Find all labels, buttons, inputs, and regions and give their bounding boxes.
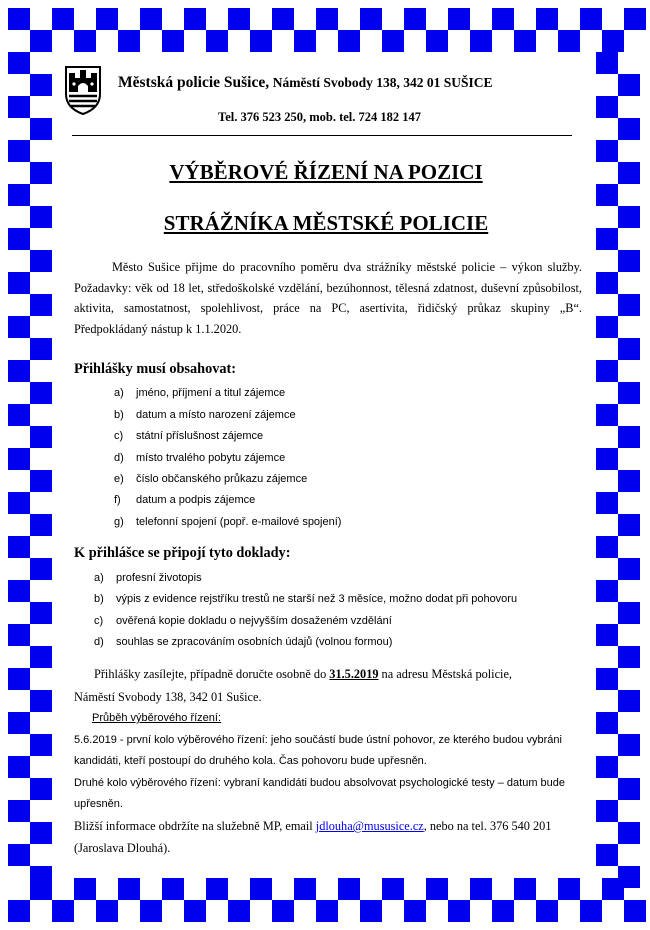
- city-crest-icon: [64, 64, 102, 116]
- border-square: [360, 900, 382, 922]
- border-square: [30, 294, 52, 316]
- border-square: [8, 712, 30, 734]
- header-divider: [72, 135, 572, 136]
- border-square: [596, 140, 618, 162]
- border-square: [514, 878, 536, 900]
- item-text: jméno, příjmení a titul zájemce: [136, 387, 286, 399]
- border-square: [618, 558, 640, 580]
- border-square: [360, 8, 382, 30]
- border-square: [618, 162, 640, 184]
- letterhead: [62, 62, 582, 132]
- border-square: [206, 30, 228, 52]
- border-square: [162, 30, 184, 52]
- item-text: telefonní spojení (popř. e-mailové spojení): [136, 516, 342, 528]
- border-square: [8, 404, 30, 426]
- item-text: číslo občanského průkazu zájemce: [136, 473, 308, 485]
- border-square: [618, 74, 640, 96]
- process-round2-line2: upřesněn.: [74, 798, 123, 810]
- checkered-border-bottom: [8, 878, 640, 922]
- border-square: [184, 8, 206, 30]
- border-square: [294, 30, 316, 52]
- border-square: [8, 668, 30, 690]
- border-square: [624, 8, 646, 30]
- border-square: [618, 118, 640, 140]
- border-square: [536, 8, 558, 30]
- process-round1-line1: 5.6.2019 - první kolo výběrového řízení: jeho součástí bude ústní pohovor, ze kterého budou vybráni: [74, 734, 562, 746]
- checkered-border-left: [8, 52, 52, 878]
- border-square: [8, 844, 30, 866]
- item-letter: b): [94, 593, 104, 605]
- border-square: [8, 360, 30, 382]
- border-square: [558, 30, 580, 52]
- item-text: profesní životopis: [116, 572, 202, 584]
- item-text: datum a místo narození zájemce: [136, 409, 296, 421]
- border-square: [162, 878, 184, 900]
- border-square: [8, 536, 30, 558]
- border-square: [30, 734, 52, 756]
- item-text: ověřená kopie dokladu o nejvyšším dosaženém vzdělání: [116, 615, 392, 627]
- contact-line: [74, 819, 551, 834]
- border-square: [602, 30, 624, 52]
- submission-text-after: na adresu Městská policie,: [378, 667, 513, 681]
- org-address: Náměstí Svobody 138, 342 01 SUŠICE: [272, 75, 493, 90]
- submission-deadline: 31.5.2019: [329, 667, 379, 681]
- border-square: [8, 800, 30, 822]
- border-square: [52, 900, 74, 922]
- border-square: [96, 8, 118, 30]
- process-heading: Průběh výběrového řízení:: [92, 712, 222, 724]
- org-name: Městská policie Sušice,: [118, 74, 270, 91]
- item-letter: a): [114, 387, 124, 399]
- checkered-border-right: [596, 52, 640, 878]
- border-square: [30, 778, 52, 800]
- contact-email-link[interactable]: jdlouha@mususice.cz: [315, 819, 424, 833]
- border-square: [30, 514, 52, 536]
- border-square: [30, 206, 52, 228]
- border-square: [618, 734, 640, 756]
- submission-text-before: Přihlášky zasílejte, případně doručte osobně do: [94, 667, 330, 681]
- border-square: [596, 228, 618, 250]
- border-square: [596, 580, 618, 602]
- border-square: [596, 800, 618, 822]
- border-square: [596, 184, 618, 206]
- border-square: [96, 900, 118, 922]
- border-square: [596, 448, 618, 470]
- border-square: [30, 338, 52, 360]
- border-square: [618, 426, 640, 448]
- border-square: [30, 822, 52, 844]
- border-square: [30, 470, 52, 492]
- border-square: [618, 250, 640, 272]
- border-square: [30, 74, 52, 96]
- item-text: místo trvalého pobytu zájemce: [136, 452, 286, 464]
- border-square: [30, 30, 52, 52]
- border-square: [30, 558, 52, 580]
- border-square: [618, 690, 640, 712]
- border-square: [8, 900, 30, 922]
- border-square: [338, 30, 360, 52]
- item-letter: d): [94, 636, 104, 648]
- border-square: [8, 140, 30, 162]
- border-square: [8, 448, 30, 470]
- border-square: [30, 426, 52, 448]
- border-square: [596, 624, 618, 646]
- border-square: [30, 602, 52, 624]
- border-square: [596, 492, 618, 514]
- item-text: datum a podpis zájemce: [136, 494, 256, 506]
- item-letter: e): [114, 473, 124, 485]
- page-title-line-2: STRÁŽNÍKA MĚSTSKÉ POLICIE: [163, 211, 489, 235]
- border-square: [580, 8, 602, 30]
- border-square: [618, 338, 640, 360]
- border-square: [8, 316, 30, 338]
- border-square: [618, 646, 640, 668]
- requirements-heading: Přihlášky musí obsahovat:: [74, 361, 237, 377]
- border-square: [294, 878, 316, 900]
- intro-paragraph: Město Sušice přijme do pracovního poměru dva strážníky městské policie – výkon služby. Požadavky: věk od 18 let, středoškolské vzdělání, bezúhonnost, tělesná zdatnost, duševní způsobilost, aktivita, samostatnost, spolehlivost, práce na PC, asertivita, řidičský průkaz skupiny „B“. Předpokládaný nástup k 1.1.2020.: [74, 260, 582, 336]
- border-square: [404, 8, 426, 30]
- border-square: [30, 118, 52, 140]
- border-square: [338, 878, 360, 900]
- border-square: [30, 690, 52, 712]
- item-text: státní příslušnost zájemce: [136, 430, 264, 442]
- border-square: [8, 492, 30, 514]
- border-square: [228, 900, 250, 922]
- border-square: [8, 8, 30, 30]
- border-square: [492, 8, 514, 30]
- contact-text-after: , nebo na tel. 376 540 201: [423, 819, 552, 833]
- submission-line-1: [94, 667, 512, 682]
- item-letter: a): [94, 572, 104, 584]
- item-letter: c): [94, 615, 104, 627]
- border-square: [618, 206, 640, 228]
- border-square: [30, 250, 52, 272]
- border-square: [618, 294, 640, 316]
- border-square: [272, 8, 294, 30]
- border-square: [8, 580, 30, 602]
- border-square: [448, 900, 470, 922]
- border-square: [618, 514, 640, 536]
- border-square: [316, 900, 338, 922]
- border-square: [118, 30, 140, 52]
- border-square: [250, 878, 272, 900]
- submission-address: Náměstí Svobody 138, 342 01 Sušice.: [74, 690, 262, 704]
- item-letter: f): [114, 494, 121, 506]
- border-square: [30, 866, 52, 888]
- item-text: výpis z evidence rejstříku trestů ne starší než 3 měsíce, možno dodat při pohovoru: [116, 593, 518, 605]
- border-square: [470, 878, 492, 900]
- border-square: [118, 878, 140, 900]
- border-square: [8, 272, 30, 294]
- border-square: [74, 30, 96, 52]
- border-square: [596, 756, 618, 778]
- border-square: [8, 52, 30, 74]
- border-square: [316, 8, 338, 30]
- border-square: [596, 316, 618, 338]
- org-phone: Tel. 376 523 250, mob. tel. 724 182 147: [218, 110, 422, 124]
- border-square: [596, 668, 618, 690]
- border-square: [448, 8, 470, 30]
- border-square: [382, 878, 404, 900]
- contact-name: (Jaroslava Dlouhá).: [74, 841, 171, 855]
- border-square: [580, 900, 602, 922]
- border-square: [618, 470, 640, 492]
- border-square: [558, 878, 580, 900]
- border-square: [618, 778, 640, 800]
- border-square: [74, 878, 96, 900]
- contact-text-before: Bližší informace obdržíte na služebně MP, email: [74, 819, 316, 833]
- item-letter: c): [114, 430, 124, 442]
- border-square: [624, 900, 646, 922]
- item-letter: g): [114, 516, 124, 528]
- border-square: [8, 756, 30, 778]
- border-square: [618, 822, 640, 844]
- border-square: [596, 712, 618, 734]
- border-square: [492, 900, 514, 922]
- item-text: souhlas se zpracováním osobních údajů (volnou formou): [116, 636, 393, 648]
- border-square: [8, 96, 30, 118]
- border-square: [140, 900, 162, 922]
- border-square: [8, 228, 30, 250]
- documents-heading: K přihlášce se připojí tyto doklady:: [74, 545, 291, 561]
- border-square: [596, 96, 618, 118]
- border-square: [470, 30, 492, 52]
- border-square: [140, 8, 162, 30]
- border-square: [184, 900, 206, 922]
- border-square: [404, 900, 426, 922]
- border-square: [596, 52, 618, 74]
- item-letter: d): [114, 452, 124, 464]
- border-square: [30, 646, 52, 668]
- border-square: [596, 844, 618, 866]
- border-square: [206, 878, 228, 900]
- border-square: [596, 360, 618, 382]
- border-square: [514, 30, 536, 52]
- border-square: [596, 272, 618, 294]
- border-square: [52, 8, 74, 30]
- process-round1-line2: kandidáti, kteří postoupí do druhého kola. Čas pohovoru bude upřesněn.: [74, 755, 427, 767]
- page-title-line-1: VÝBĚROVÉ ŘÍZENÍ NA POZICI: [169, 160, 483, 184]
- item-letter: b): [114, 409, 124, 421]
- border-square: [618, 602, 640, 624]
- border-square: [8, 624, 30, 646]
- checkered-border-top: [8, 8, 640, 52]
- border-square: [426, 30, 448, 52]
- border-square: [30, 162, 52, 184]
- border-square: [30, 382, 52, 404]
- border-square: [618, 382, 640, 404]
- header-title-line: [118, 74, 493, 92]
- border-square: [382, 30, 404, 52]
- border-square: [596, 404, 618, 426]
- border-square: [426, 878, 448, 900]
- border-square: [228, 8, 250, 30]
- border-square: [596, 536, 618, 558]
- border-square: [8, 184, 30, 206]
- border-square: [536, 900, 558, 922]
- border-square: [618, 866, 640, 888]
- border-square: [272, 900, 294, 922]
- border-square: [250, 30, 272, 52]
- process-round2-line1: Druhé kolo výběrového řízení: vybraní kandidáti budou absolvovat psychologické testy – datum bude: [74, 777, 566, 789]
